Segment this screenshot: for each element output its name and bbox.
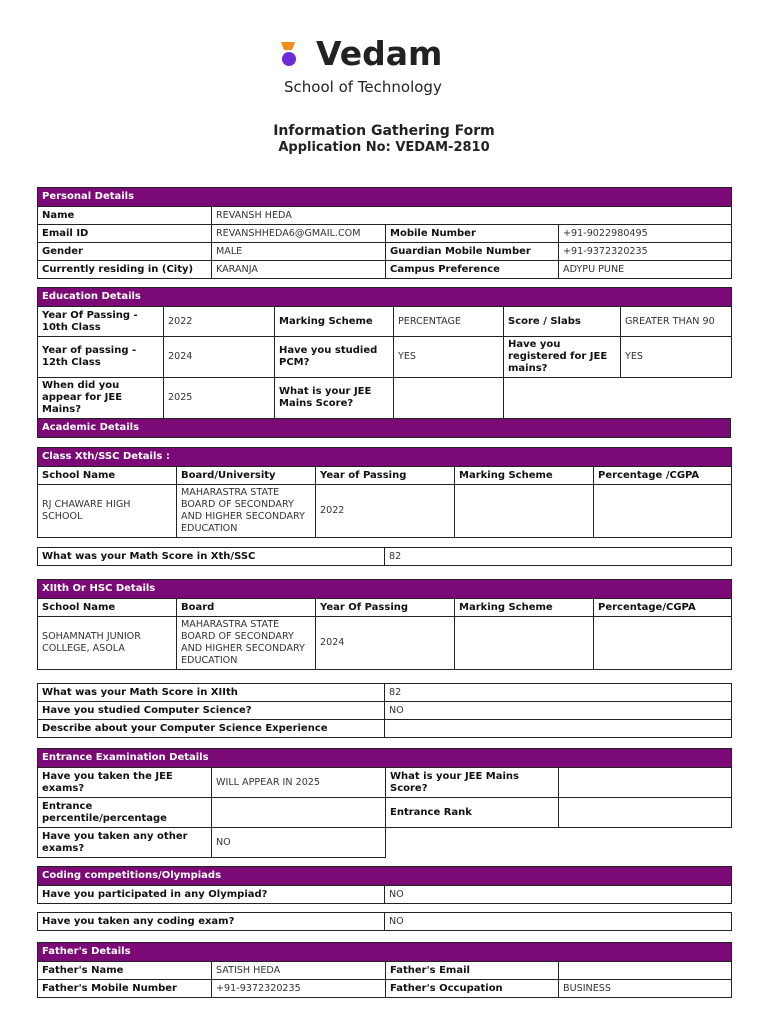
coding-exam-label: Have you taken any coding exam? [38, 913, 385, 931]
pass10-value: 2022 [164, 307, 275, 337]
mobile-label: Mobile Number [386, 225, 559, 243]
campus-label: Campus Preference [386, 261, 559, 279]
hsc-col-percentage: Percentage/CGPA [594, 599, 732, 617]
city-value: KARANJA [212, 261, 386, 279]
hsc-math-value: 82 [385, 684, 732, 702]
cs-label: Have you studied Computer Science? [38, 702, 385, 720]
cs-experience-value [385, 720, 732, 738]
cs-experience-label: Describe about your Computer Science Experience [38, 720, 385, 738]
jee-taken-value: WILL APPEAR IN 2025 [212, 768, 386, 798]
hsc-col-year: Year Of Passing [316, 599, 455, 617]
hsc-year-value: 2024 [316, 617, 455, 670]
hsc-col-school: School Name [38, 599, 177, 617]
ssc-year-value: 2022 [316, 485, 455, 538]
application-number: Application No: VEDAM-2810 [278, 140, 490, 155]
hsc-col-board: Board [177, 599, 316, 617]
jee-registered-label: Have you registered for JEE mains? [504, 337, 621, 378]
father-occupation-label: Father's Occupation [386, 980, 559, 998]
section-header-hsc: XIIth Or HSC Details [38, 580, 732, 599]
mobile-value: +91-9022980495 [559, 225, 732, 243]
guardian-mobile-label: Guardian Mobile Number [386, 243, 559, 261]
name-label: Name [38, 207, 212, 225]
score-label: Score / Slabs [504, 307, 621, 337]
ssc-scheme-value [455, 485, 594, 538]
ssc-board-value: MAHARASTRA STATE BOARD OF SECONDARY AND HIGHER SECONDARY EDUCATION [177, 485, 316, 538]
ssc-col-scheme: Marking Scheme [455, 467, 594, 485]
section-header-education: Education Details [38, 288, 732, 307]
section-header-father: Father's Details [38, 943, 732, 962]
education-details-table [37, 287, 732, 419]
form-title: Information Gathering Form [273, 123, 495, 139]
father-details-table [37, 942, 732, 998]
entrance-table [37, 748, 732, 858]
hsc-school-value: SOHAMNATH JUNIOR COLLEGE, ASOLA [38, 617, 177, 670]
entrance-jee-score-value [559, 768, 732, 798]
logo-mark-icon [280, 40, 316, 78]
academic-details-table [37, 418, 731, 438]
jee-when-value: 2025 [164, 378, 275, 419]
personal-details-table [37, 187, 732, 279]
section-header-ssc: Class Xth/SSC Details : [38, 448, 732, 467]
pcm-value: YES [394, 337, 504, 378]
ssc-math-label: What was your Math Score in Xth/SSC [38, 548, 385, 566]
hsc-table [37, 579, 732, 670]
father-email-label: Father's Email [386, 962, 559, 980]
father-name-value: SATISH HEDA [212, 962, 386, 980]
jee-registered-value: YES [621, 337, 732, 378]
pass12-label: Year of passing - 12th Class [38, 337, 164, 378]
father-email-value [559, 962, 732, 980]
logo-wordmark: Vedam [316, 34, 443, 73]
other-exams-value: NO [212, 828, 386, 858]
coding-exam-value: NO [385, 913, 732, 931]
ssc-math-table [37, 547, 732, 566]
email-value: REVANSHHEDA6@GMAIL.COM [212, 225, 386, 243]
ssc-math-value: 82 [385, 548, 732, 566]
city-label: Currently residing in (City) [38, 261, 212, 279]
father-mobile-value: +91-9372320235 [212, 980, 386, 998]
coding-table [37, 866, 732, 904]
ssc-col-year: Year of Passing [316, 467, 455, 485]
jee-score-label: What is your JEE Mains Score? [275, 378, 394, 419]
section-header-academic: Academic Details [38, 419, 731, 438]
pass12-value: 2024 [164, 337, 275, 378]
olympiad-label: Have you participated in any Olympiad? [38, 886, 385, 904]
hsc-board-value: MAHARASTRA STATE BOARD OF SECONDARY AND HIGHER SECONDARY EDUCATION [177, 617, 316, 670]
father-name-label: Father's Name [38, 962, 212, 980]
gender-label: Gender [38, 243, 212, 261]
ssc-percentage-value [594, 485, 732, 538]
campus-value: ADYPU PUNE [559, 261, 732, 279]
email-label: Email ID [38, 225, 212, 243]
section-header-entrance: Entrance Examination Details [38, 749, 732, 768]
rank-value [559, 798, 732, 828]
pass10-label: Year Of Passing - 10th Class [38, 307, 164, 337]
jee-when-label: When did you appear for JEE Mains? [38, 378, 164, 419]
hsc-scheme-value [455, 617, 594, 670]
table-row [38, 485, 732, 538]
percentile-value [212, 798, 386, 828]
coding-exam-table [37, 912, 732, 931]
pcm-label: Have you studied PCM? [275, 337, 394, 378]
percentile-label: Entrance percentile/percentage [38, 798, 212, 828]
marking-scheme-value: PERCENTAGE [394, 307, 504, 337]
entrance-jee-score-label: What is your JEE Mains Score? [386, 768, 559, 798]
section-header-personal: Personal Details [38, 188, 732, 207]
other-exams-label: Have you taken any other exams? [38, 828, 212, 858]
hsc-extra-table [37, 683, 732, 738]
hsc-percentage-value [594, 617, 732, 670]
hsc-col-scheme: Marking Scheme [455, 599, 594, 617]
hsc-math-label: What was your Math Score in XIIth [38, 684, 385, 702]
jee-taken-label: Have you taken the JEE exams? [38, 768, 212, 798]
father-mobile-label: Father's Mobile Number [38, 980, 212, 998]
ssc-table [37, 447, 732, 538]
olympiad-value: NO [385, 886, 732, 904]
ssc-school-value: RJ CHAWARE HIGH SCHOOL [38, 485, 177, 538]
logo-subtitle: School of Technology [284, 78, 442, 96]
name-value: REVANSH HEDA [212, 207, 732, 225]
table-row [38, 617, 732, 670]
jee-score-value [394, 378, 504, 419]
rank-label: Entrance Rank [386, 798, 559, 828]
score-value: GREATER THAN 90 [621, 307, 732, 337]
marking-scheme-label: Marking Scheme [275, 307, 394, 337]
ssc-col-board: Board/University [177, 467, 316, 485]
ssc-col-school: School Name [38, 467, 177, 485]
vedam-logo [280, 34, 492, 98]
cs-value: NO [385, 702, 732, 720]
section-header-coding: Coding competitions/Olympiads [38, 867, 732, 886]
father-occupation-value: BUSINESS [559, 980, 732, 998]
guardian-mobile-value: +91-9372320235 [559, 243, 732, 261]
gender-value: MALE [212, 243, 386, 261]
ssc-col-percentage: Percentage /CGPA [594, 467, 732, 485]
